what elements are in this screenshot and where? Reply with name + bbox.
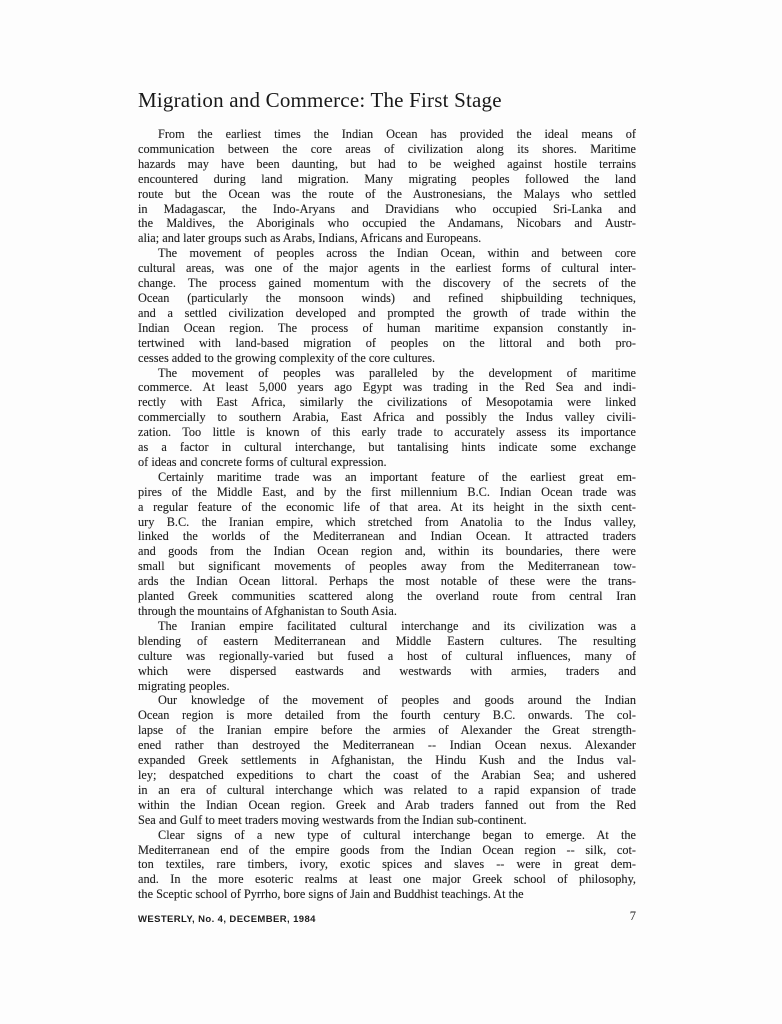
paragraph [138,246,636,365]
text-line: Clear signs of a new type of cultural interchange began to emerge. At the [158,827,636,842]
journal-citation: WESTERLY, No. 4, DECEMBER, 1984 [138,914,316,925]
text-line: lapse of the Iranian empire before the armies of Alexander the Great strength- [138,723,636,738]
paragraph [138,470,636,619]
text-line: and a settled civilization developed and prompted the growth of trade within the [138,305,636,320]
text-line: The movement of peoples was paralleled by the development of maritime [158,365,636,380]
text-line: the Sceptic school of Pyrrho, bore signs of Jain and Buddhist teachings. At the [138,887,524,902]
text-line: alia; and later groups such as Arabs, Indians, Africans and Europeans. [138,231,482,246]
text-line: cultural areas, was one of the major agents in the earliest forms of cultural inter- [138,261,636,276]
text-line: route but the Ocean was the route of the Austronesians, the Malays who settled [138,186,636,201]
text-line: ards the Indian Ocean littoral. Perhaps the most notable of these were the trans- [138,574,636,589]
text-line: Sea and Gulf to meet traders moving westwards from the Indian sub-continent. [138,812,527,827]
text-line: commerce. At least 5,000 years ago Egypt was trading in the Red Sea and indi- [138,380,636,395]
text-line: commercially to southern Arabia, East Africa and possibly the Indus valley civili- [138,410,636,425]
paragraph [138,127,636,246]
text-line: Ocean (particularly the monsoon winds) and refined shipbuilding techniques, [138,290,636,305]
text-line: in Madagascar, the Indo-Aryans and Dravidians who occupied Sri-Lanka and [138,201,636,216]
text-line: Mediterranean end of the empire goods from the Indian Ocean region -- silk, cot- [138,842,636,857]
text-line: From the earliest times the Indian Ocean has provided the ideal means of [158,127,636,141]
text-line: rectly with East Africa, similarly the civilizations of Mesopotamia were linked [138,395,636,410]
text-line: The Iranian empire facilitated cultural interchange and its civilization was a [158,618,636,633]
text-line: of ideas and concrete forms of cultural expression. [138,454,387,469]
text-line: Ocean region is more detailed from the fourth century B.C. onwards. The col- [138,708,636,723]
text-line: Certainly maritime trade was an important feature of the earliest great em- [158,469,636,484]
page-number: 7 [629,909,636,923]
article-body [138,127,636,902]
text-line: expanded Greek settlements in Afghanistan, the Hindu Kush and the Indus val- [138,753,636,768]
text-line: culture was regionally-varied but fused a host of cultural influences, many of [138,648,636,663]
text-line: blending of eastern Mediterranean and Middle Eastern cultures. The resulting [138,633,636,648]
text-line: ury B.C. the Iranian empire, which stretched from Anatolia to the Indus valley, [138,514,636,529]
page-footer [138,909,636,929]
text-line: linked the worlds of the Mediterranean and Indian Ocean. It attracted traders [138,529,636,544]
text-line: tertwined with land-based migration of peoples on the littoral and both pro- [138,335,636,350]
text-line: migrating peoples. [138,678,230,693]
text-line: change. The process gained momentum with the discovery of the secrets of the [138,276,636,291]
text-line: the Maldives, the Aboriginals who occupied the Andamans, Nicobars and Austr- [138,216,636,231]
paragraph [138,366,636,470]
text-line: zation. Too little is known of this early trade to accurately assess its importance [138,425,636,440]
text-line: within the Indian Ocean region. Greek and Arab traders fanned out from the Red [138,797,636,812]
text-line: small but significant movements of peoples away from the Mediterranean tow- [138,559,636,574]
text-line: ened rather than destroyed the Mediterranean -- Indian Ocean nexus. Alexander [138,738,636,753]
text-line: planted Greek communities scattered along the overland route from central Iran [138,589,636,604]
text-line: Our knowledge of the movement of peoples and goods around the Indian [158,693,636,708]
text-line: hazards may have been daunting, but had to be weighed against hostile terrains [138,156,636,171]
text-line: and. In the more esoteric realms at least one major Greek school of philosophy, [138,872,636,887]
paragraph [138,619,636,694]
text-line: a regular feature of the economic life of that area. At its height in the sixth cent- [138,499,636,514]
text-line: which were dispersed eastwards and westwards with armies, traders and [138,663,636,678]
text-line: encountered during land migration. Many migrating peoples followed the land [138,171,636,186]
text-line: The movement of peoples across the Indian Ocean, within and between core [158,246,636,261]
paragraph [138,828,636,903]
text-line: cesses added to the growing complexity of the core cultures. [138,350,436,365]
text-line: communication between the core areas of civilization along its shores. Maritime [138,141,636,156]
text-line: through the mountains of Afghanistan to South Asia. [138,604,397,618]
text-line: ton textiles, rare timbers, ivory, exotic spices and slaves -- were in great dem- [138,857,636,872]
paragraph [138,693,636,827]
text-column [138,0,636,902]
text-line: as a factor in cultural interchange, but tantalising hints indicate some exchange [138,440,636,455]
text-line: and goods from the Indian Ocean region and, within its boundaries, there were [138,544,636,559]
article-title: Migration and Commerce: The First Stage [138,88,502,112]
text-line: ley; despatched expeditions to chart the coast of the Arabian Sea; and ushered [138,767,636,782]
text-line: pires of the Middle East, and by the first millennium B.C. Indian Ocean trade was [138,484,636,499]
text-line: in an era of cultural interchange which was related to a rapid expansion of trade [138,782,636,797]
text-line: Indian Ocean region. The process of human maritime expansion constantly in- [138,320,636,335]
